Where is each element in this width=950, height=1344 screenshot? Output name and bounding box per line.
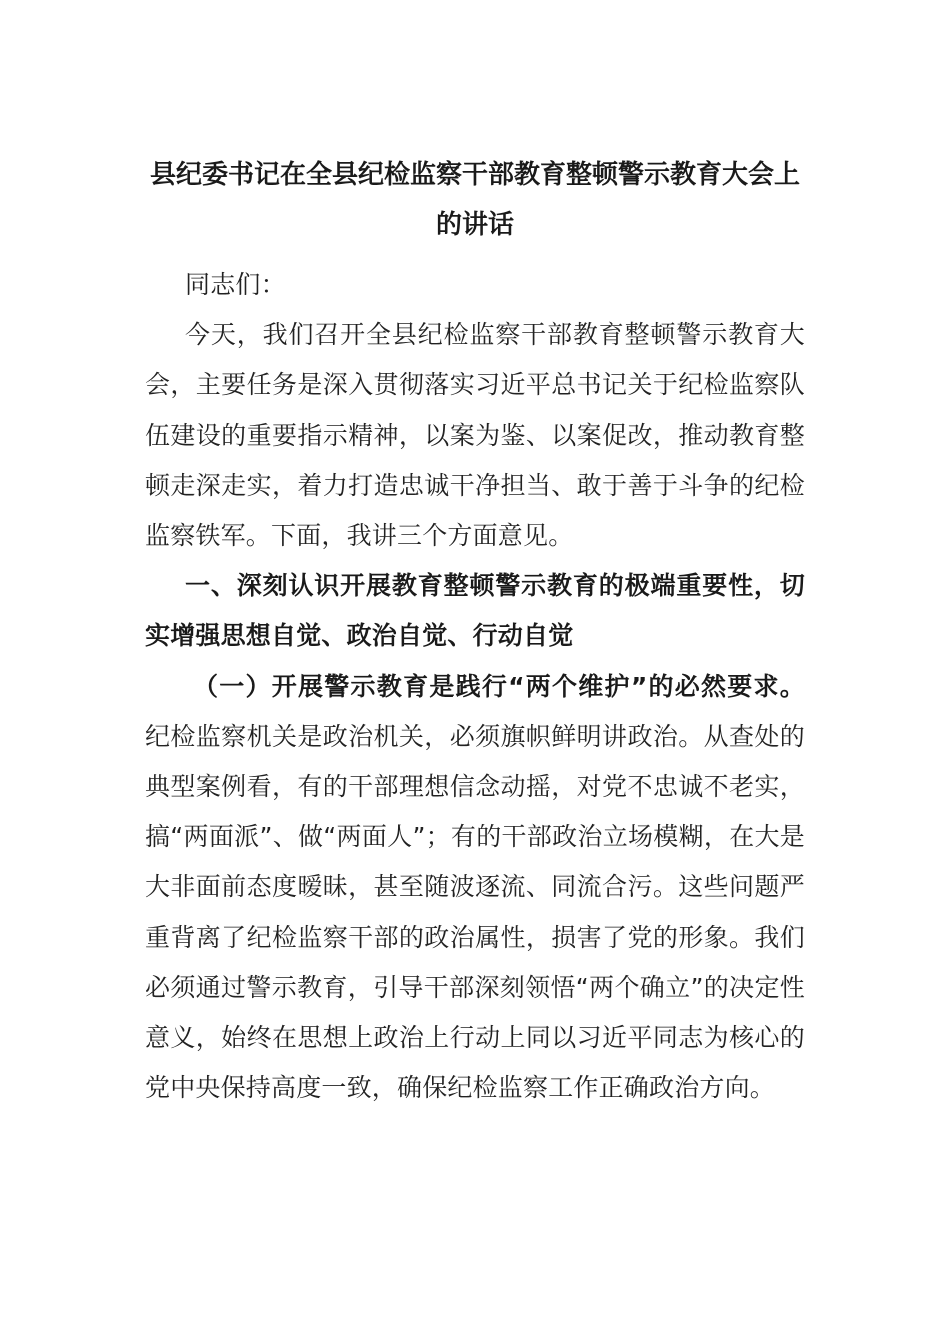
title-line-1: 县纪委书记在全县纪检监察干部教育整顿警示教育大会上: [149, 160, 800, 190]
subsection-1-paragraph: [145, 662, 805, 1114]
title-line-2: 的讲话: [435, 210, 514, 240]
subsection-1-body: 纪检监察机关是政治机关，必须旗帜鲜明讲政治。从查处的典型案例看，有的干部理想信念动摇，对党不忠诚不老实，搞“两面派”、做“两面人”；有的干部政治立场模糊，在大是大非面前态度暧昧，甚至随波逐流、同流合污。这些问题严重背离了纪检监察干部的政治属性，损害了党的形象。我们必须通过警示教育，引导干部深刻领悟“两个确立”的决定性意义，始终在思想上政治上行动上同以习近平同志为核心的党中央保持高度一致，确保纪检监察工作正确政治方向。: [145, 721, 805, 1103]
intro-paragraph: 今天，我们召开全县纪检监察干部教育整顿警示教育大会，主要任务是深入贯彻落实习近平总书记关于纪检监察队伍建设的重要指示精神，以案为鉴、以案促改，推动教育整顿走深走实，着力打造忠诚干净担当、敢于善于斗争的纪检监察铁军。下面，我讲三个方面意见。: [145, 320, 805, 551]
document-page: [145, 150, 805, 1113]
salutation: 同志们：: [185, 270, 286, 299]
document-title: [141, 150, 809, 250]
section-1-heading: 一、深刻认识开展教育整顿警示教育的极端重要性，切实增强思想自觉、政治自觉、行动自觉: [145, 571, 805, 651]
subsection-1-heading: （一）开展警示教育是践行“两个维护”的必然要求。: [193, 671, 805, 701]
